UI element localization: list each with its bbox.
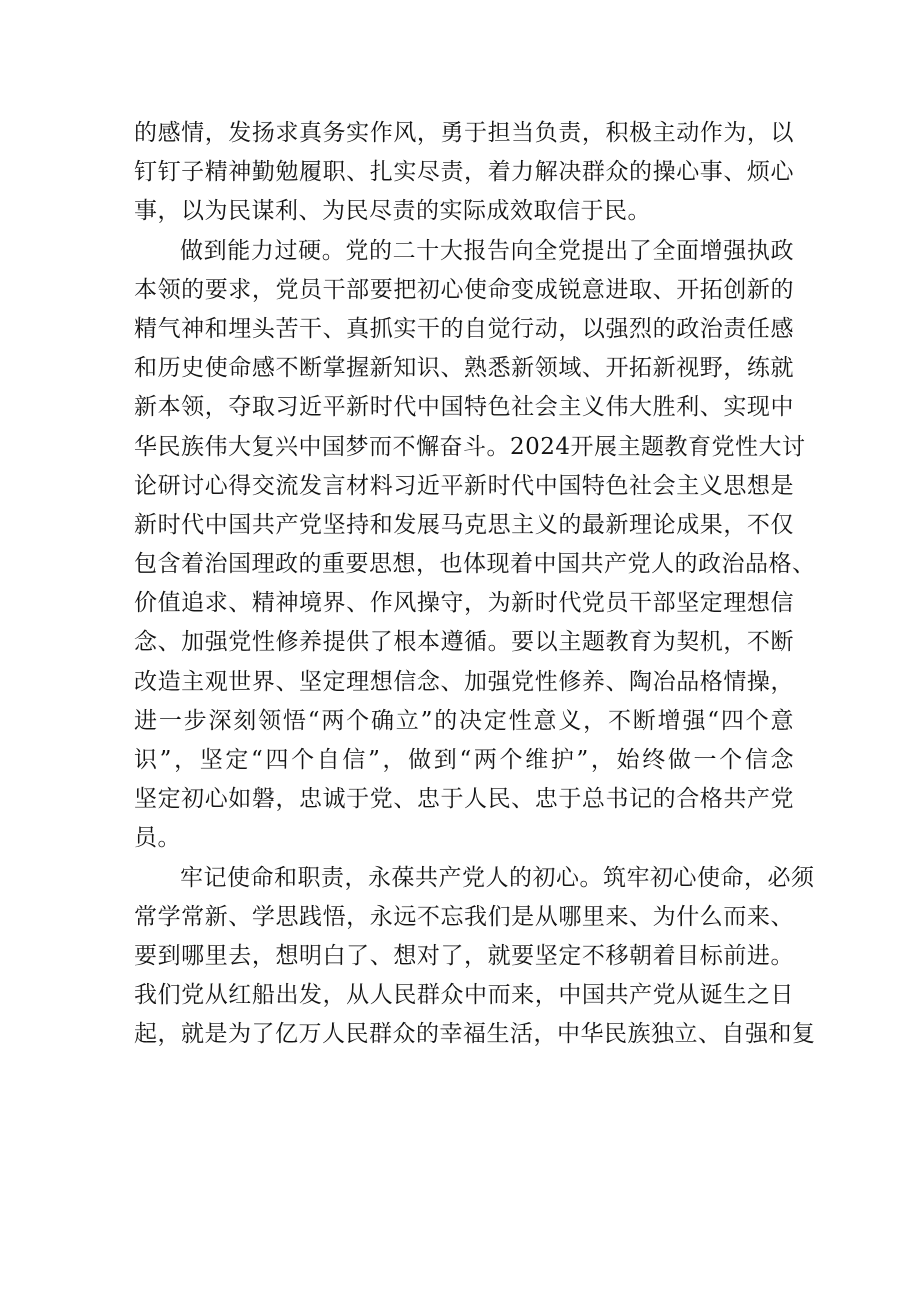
text-line-18: 坚定初心如磐，忠诚于党、忠于人民、忠于总书记的合格共产党	[134, 786, 794, 813]
text-line-4: 做到能力过硬。党的二十大报告向全党提出了全面增强执政	[180, 237, 794, 264]
text-line-9: 华民族伟大复兴中国梦而不懈奋斗。2024开展主题教育党性大讨	[134, 433, 806, 460]
text-line-19: 员。	[134, 825, 181, 852]
body-text	[134, 114, 816, 1055]
text-line-11: 新时代中国共产党坚持和发展马克思主义的最新理论成果，不仅	[134, 511, 794, 538]
text-line-3: 事，以为民谋利、为民尽责的实际成效取信于民。	[134, 198, 651, 225]
text-line-6: 精气神和埋头苦干、真抓实干的自觉行动，以强烈的政治责任感	[134, 315, 794, 342]
text-line-5: 本领的要求，党员干部要把初心使命变成锐意进取、开拓创新的	[134, 276, 794, 303]
text-line-24: 起，就是为了亿万人民群众的幸福生活，中华民族独立、自强和复	[134, 1021, 816, 1048]
text-line-7: 和历史使命感不断掌握新知识、熟悉新领域、开拓新视野，练就	[134, 355, 794, 382]
text-line-13: 价值追求、精神境界、作风操守，为新时代党员干部坚定理想信	[134, 590, 794, 617]
text-line-21: 常学常新、学思践悟，永远不忘我们是从哪里来、为什么而来、	[134, 903, 794, 930]
text-line-12: 包含着治国理政的重要思想，也体现着中国共产党人的政治品格、	[134, 551, 816, 578]
text-line-8: 新本领，夺取习近平新时代中国特色社会主义伟大胜利、实现中	[134, 394, 794, 421]
text-line-20: 牢记使命和职责，永葆共产党人的初心。筑牢初心使命，必须	[180, 864, 815, 891]
text-line-22: 要到哪里去，想明白了、想对了，就要坚定不移朝着目标前进。	[134, 942, 794, 969]
text-line-2: 钉钉子精神勤勉履职、扎实尽责，着力解决群众的操心事、烦心	[134, 159, 794, 186]
text-line-1: 的感情，发扬求真务实作风，勇于担当负责，积极主动作为，以	[134, 120, 794, 146]
text-line-15: 改造主观世界、坚定理想信念、加强党性修养、陶冶品格情操，	[134, 668, 794, 695]
text-line-14: 念、加强党性修养提供了根本遵循。要以主题教育为契机，不断	[134, 629, 794, 656]
text-line-16: 进一步深刻领悟“两个确立”的决定性意义，不断增强“四个意	[134, 707, 794, 734]
text-line-10: 论研讨心得交流发言材料习近平新时代中国特色社会主义思想是	[134, 472, 794, 499]
text-line-23: 我们党从红船出发，从人民群众中而来，中国共产党从诞生之日	[134, 982, 794, 1009]
text-line-17: 识”，坚定“四个自信”，做到“两个维护”，始终做一个信念	[134, 747, 794, 773]
